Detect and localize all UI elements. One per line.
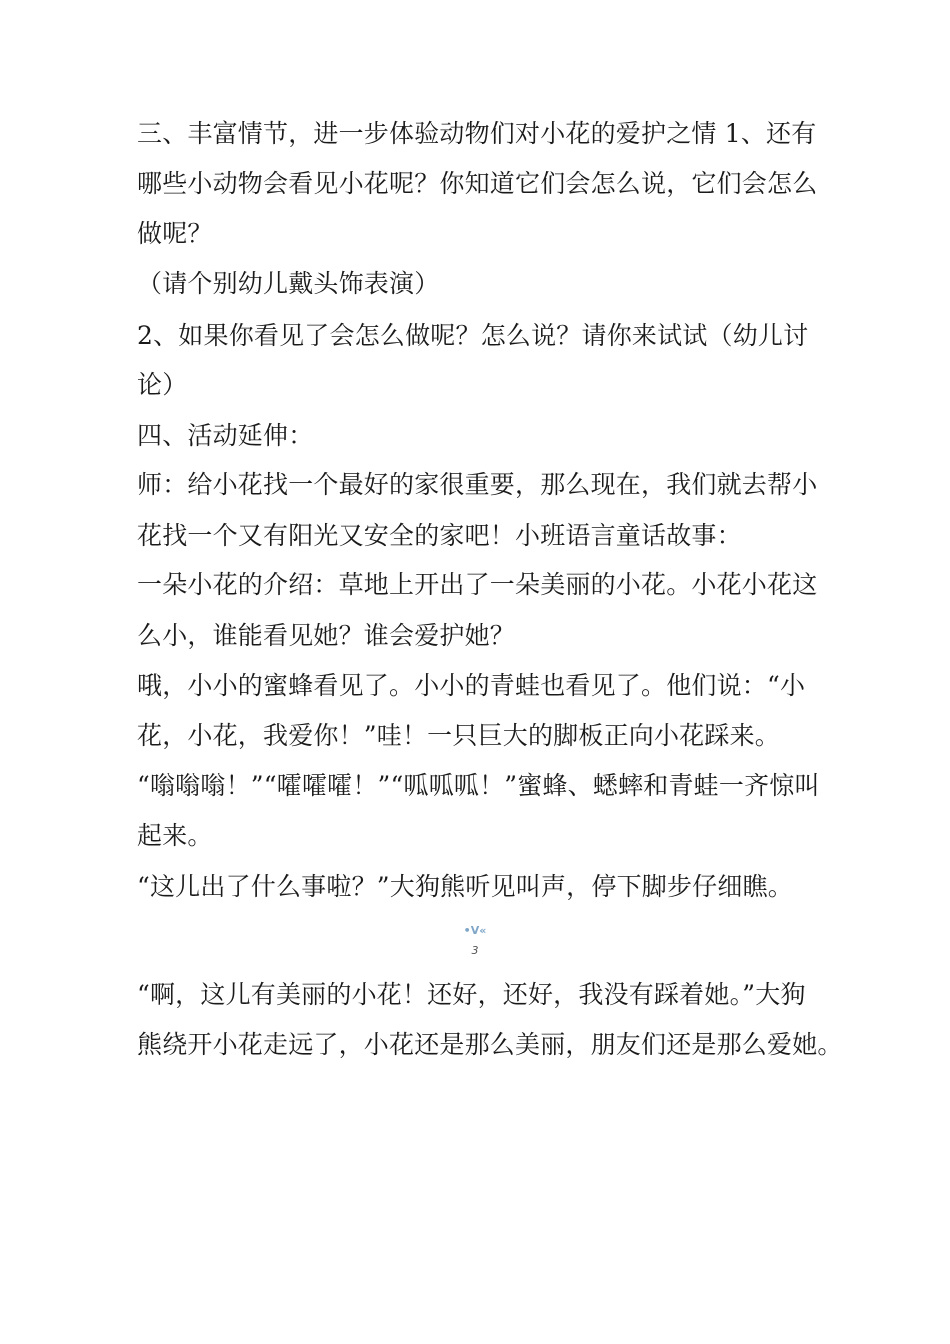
text-line: 熊绕开小花走远了，小花还是那么美丽，朋友们还是那么爱她。	[137, 1030, 843, 1059]
text-line: 2、如果你看见了会怎么做呢？怎么说？请你来试试（幼儿讨	[137, 321, 809, 350]
page-number: 3	[471, 944, 479, 957]
text-line: 花，小花，我爱你！”哇！一只巨大的脚板正向小花踩来。	[137, 721, 780, 750]
text-line: “啊，这儿有美丽的小花！还好，还好，我没有踩着她。”大狗	[137, 980, 806, 1009]
text-line: 哦，小小的蜜蜂看见了。小小的青蛙也看见了。他们说：“小	[137, 671, 806, 700]
text-line: “这儿出了什么事啦？”大狗熊听见叫声，停下脚步仔细瞧。	[137, 872, 793, 901]
text-line: “嗡嗡嗡！”“嚯嚯嚯！”“呱呱呱！”蜜蜂、蟋蟀和青蛙一齐惊叫	[137, 771, 820, 800]
text-line: 论）	[137, 370, 188, 399]
text-line: 起来。	[137, 821, 213, 850]
text-line: 花找一个又有阳光又安全的家吧！小班语言童话故事：	[137, 521, 742, 550]
text-line: 四、活动延伸：	[137, 421, 314, 450]
page-mark: •V«	[463, 924, 487, 937]
text-line: 三、丰富情节，进一步体验动物们对小花的爱护之情 1、还有	[137, 119, 817, 148]
text-line: 一朵小花的介绍：草地上开出了一朵美丽的小花。小花小花这	[137, 570, 818, 599]
text-line: 做呢？	[137, 219, 213, 248]
text-line: 哪些小动物会看见小花呢？你知道它们会怎么说，它们会怎么	[137, 169, 818, 198]
text-line: （请个别幼儿戴头饰表演）	[137, 269, 440, 298]
text-line: 师：给小花找一个最好的家很重要，那么现在，我们就去帮小	[137, 470, 818, 499]
text-line: 么小，谁能看见她？谁会爱护她？	[137, 621, 516, 650]
